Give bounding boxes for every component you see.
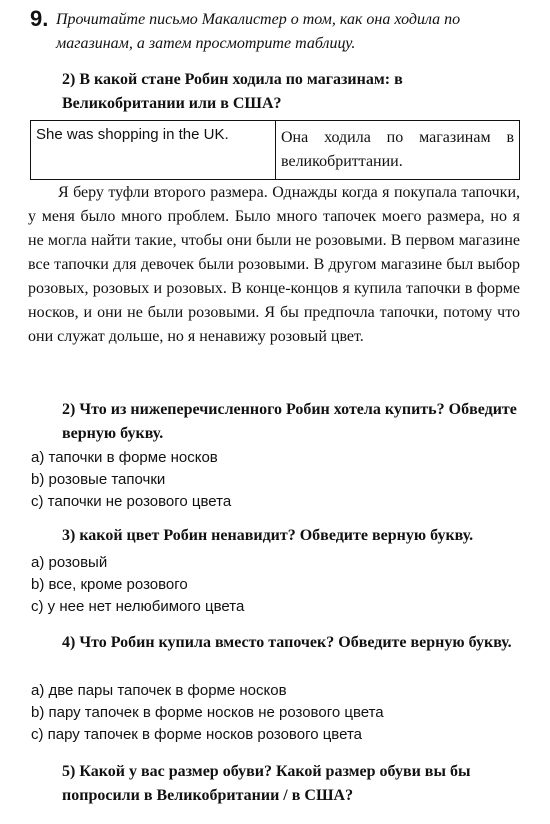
question-4-options	[31, 680, 384, 746]
answer-table	[30, 120, 520, 180]
option-a[interactable]: a) розовый	[31, 554, 108, 571]
option-c[interactable]: c) тапочки не розового цвета	[31, 493, 232, 510]
task-number: 9.	[30, 6, 49, 31]
answer-english: She was shopping in the UK.	[31, 121, 276, 180]
question-3: 3) какой цвет Робин ненавидит? Обведите верную букву.	[62, 527, 474, 544]
option-b[interactable]: b) розовые тапочки	[31, 471, 166, 488]
question-3-options	[31, 552, 244, 618]
option-c[interactable]: c) пару тапочек в форме носков розового цвета	[31, 726, 362, 743]
option-c[interactable]: c) у нее нет нелюбимого цвета	[31, 598, 245, 615]
question-1: 2) В какой стане Робин ходила по магазинам: в Великобритании или в США?	[62, 71, 403, 112]
option-a[interactable]: a) две пары тапочек в форме носков	[31, 682, 287, 699]
question-5: 5) Какой у вас размер обуви? Какой размер обуви вы бы попросили в Великобритании / в США?	[62, 763, 471, 804]
letter-text: Я беру туфли второго размера. Однажды когда я покупала тапочки, у меня было много проблем. Было много тапочек моего размера, но я не могла найти такие, чтобы они были не розовыми. В первом магазине все тапочки для девочек были розовыми. В другом магазине был выбор розовых, розовых и розовых. В конце-концов я купила тапочки в форме носков, и они не были розовыми. Я бы предпочла тапочки, потому что они служат дольше, но я ненавижу розовый цвет.	[28, 184, 520, 345]
option-a[interactable]: a) тапочки в форме носков	[31, 449, 218, 466]
question-2: 2) Что из нижеперечисленного Робин хотела купить? Обведите верную букву.	[62, 401, 517, 442]
question-2-options	[31, 447, 231, 513]
answer-russian: Она ходила по магазинам в великобриттании.	[276, 121, 520, 180]
answer-row	[31, 121, 520, 180]
option-b[interactable]: b) пару тапочек в форме носков не розового цвета	[31, 704, 384, 721]
question-4: 4) Что Робин купила вместо тапочек? Обведите верную букву.	[62, 634, 512, 651]
option-b[interactable]: b) все, кроме розового	[31, 576, 188, 593]
task-instruction: Прочитайте письмо Макалистер о том, как она ходила по магазинам, а затем просмотрите таблицу.	[56, 11, 461, 52]
